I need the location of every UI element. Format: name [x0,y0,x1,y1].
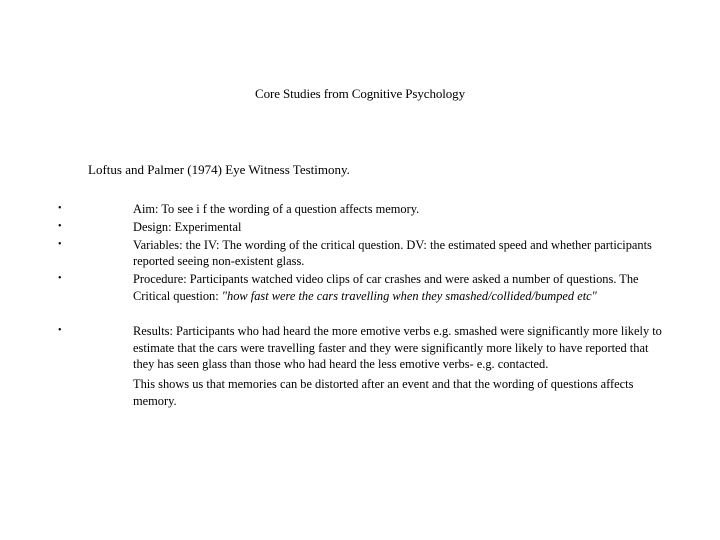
list-item-design [0,219,663,236]
bullet-icon: • [58,324,62,336]
critical-question-quote: "how fast were the cars travelling when they smashed/collided/bumped etc" [221,288,597,303]
list-item-variables [0,237,663,271]
procedure-text: Procedure: Participants watched video clips of car crashes and were asked a number of questions. The Critical question: [133,272,639,303]
list-item-results [0,323,663,373]
study-subtitle: Loftus and Palmer (1974) Eye Witness Testimony. [88,162,350,177]
variables-text: Variables: the IV: The wording of the critical question. DV: the estimated speed and whether participants reported seeing non-existent glass. [133,237,652,269]
study-details-list [0,201,720,410]
page-title: Core Studies from Cognitive Psychology [255,86,465,101]
aim-text: Aim: To see i f the wording of a question affects memory. [133,202,420,216]
bullet-icon: • [58,273,62,285]
design-text: Design: Experimental [133,219,242,234]
conclusion-text: This shows us that memories can be distorted after an event and that the wording of questions affects memory. [133,377,634,408]
bullet-icon: • [58,238,62,250]
list-item-procedure [0,271,663,305]
bullet-icon: • [58,220,62,232]
results-text: Results: Participants who had heard the more emotive verbs e.g. smashed were significantly more likely to estimate that the cars were travelling faster and they were significantly more likely to have reported that they has seen glass than those who had heard the less emotive verbs- e.g. contacted. [133,323,662,372]
bullet-icon: • [58,203,62,214]
list-item-aim [0,201,663,218]
